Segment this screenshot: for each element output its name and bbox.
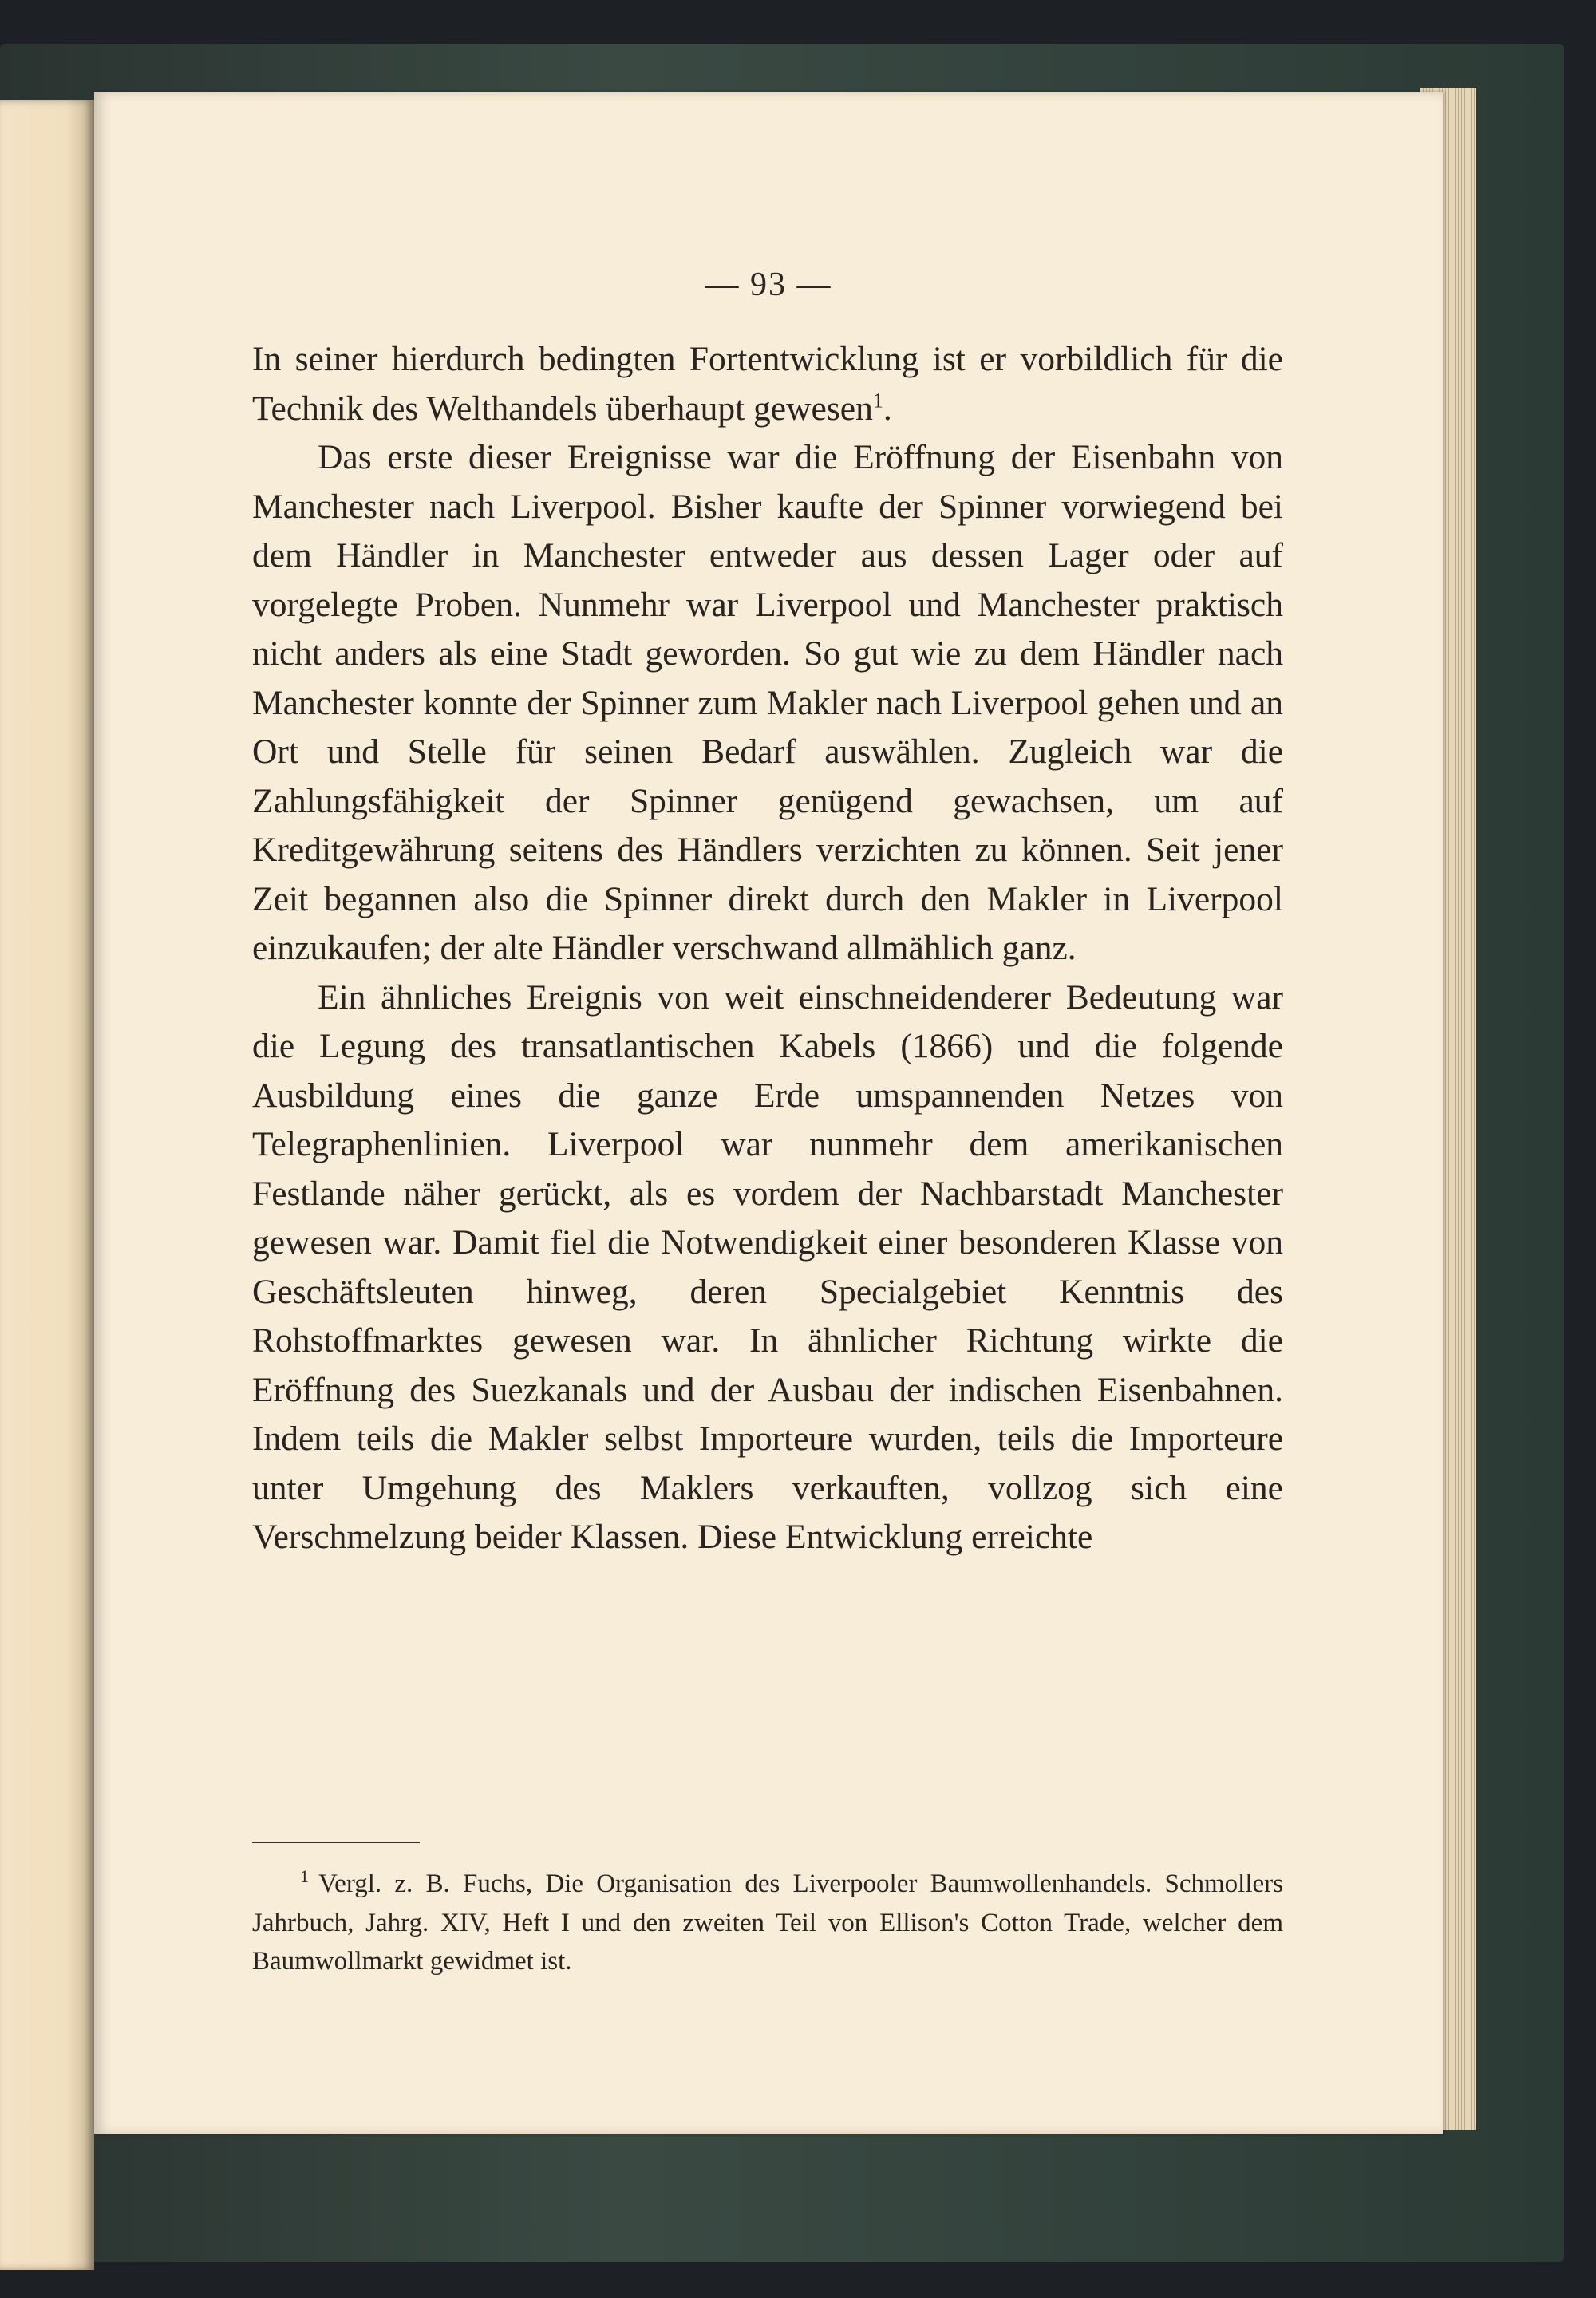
paragraph-1-text: In seiner hierdurch bedingten Fortentwicklung ist er vorbildlich für die Technik des Welthandels überhaupt gewesen	[252, 340, 1283, 428]
footnote	[252, 1865, 1283, 1981]
footnote-rule	[252, 1842, 420, 1843]
page-number: — 93 —	[705, 267, 832, 303]
footnote-mark: 1	[300, 1866, 309, 1886]
footnote-text: Vergl. z. B. Fuchs, Die Organisation des Liverpooler Baumwollenhandels. Schmollers Jahrbuch, Jahrg. XIV, Heft I und den zweiten Teil von Ellison's Cotton Trade, welcher dem Baumwollmarkt gewidmet ist.	[252, 1870, 1283, 1976]
book-page	[94, 92, 1443, 2134]
paragraph-2: Das erste dieser Ereignisse war die Eröffnung der Eisenbahn von Manchester nach Liverpool. Bisher kaufte der Spinner vorwiegend bei dem Händler in Manchester entweder aus dessen Lager oder auf vorgelegte Proben. Nunmehr war Liverpool und Manchester praktisch nicht anders als eine Stadt geworden. So gut wie zu dem Händler nach Manchester konnte der Spinner zum Makler nach Liverpool gehen und an Ort und Stelle für seinen Bedarf auswählen. Zugleich war die Zahlungsfähigkeit der Spinner genügend gewachsen, um auf Kreditgewährung seitens des Händlers verzichten zu können. Seit jener Zeit begannen also die Spinner direkt durch den Makler in Liverpool einzukaufen; der alte Händler verschwand allmählich ganz.	[252, 438, 1283, 967]
paragraph-1-end: .	[883, 389, 892, 428]
left-page-edge	[0, 100, 94, 2270]
footnote-reference: 1	[872, 389, 883, 412]
paragraph-1	[252, 335, 1283, 433]
paragraph-3: Ein ähnliches Ereignis von weit einschneidenderer Bedeutung war die Legung des transatlantischen Kabels (1866) und die folgende Ausbildung eines die ganze Erde umspannenden Netzes von Telegraphenlinien. Liverpool war nunmehr dem amerikanischen Festlande näher gerückt, als es vordem der Nachbarstadt Manchester gewesen war. Damit fiel die Notwendigkeit einer besonderen Klasse von Geschäftsleuten hinweg, deren Specialgebiet Kenntnis des Rohstoffmarktes gewesen war. In ähnlicher Richtung wirkte die Eröffnung des Suezkanals und der Ausbau der indischen Eisenbahnen. Indem teils die Makler selbst Importeure wurden, teils die Importeure unter Umgehung des Maklers verkauften, vollzog sich eine Verschmelzung beider Klassen. Diese Entwicklung erreichte	[252, 977, 1283, 1556]
body-text	[252, 335, 1283, 1562]
